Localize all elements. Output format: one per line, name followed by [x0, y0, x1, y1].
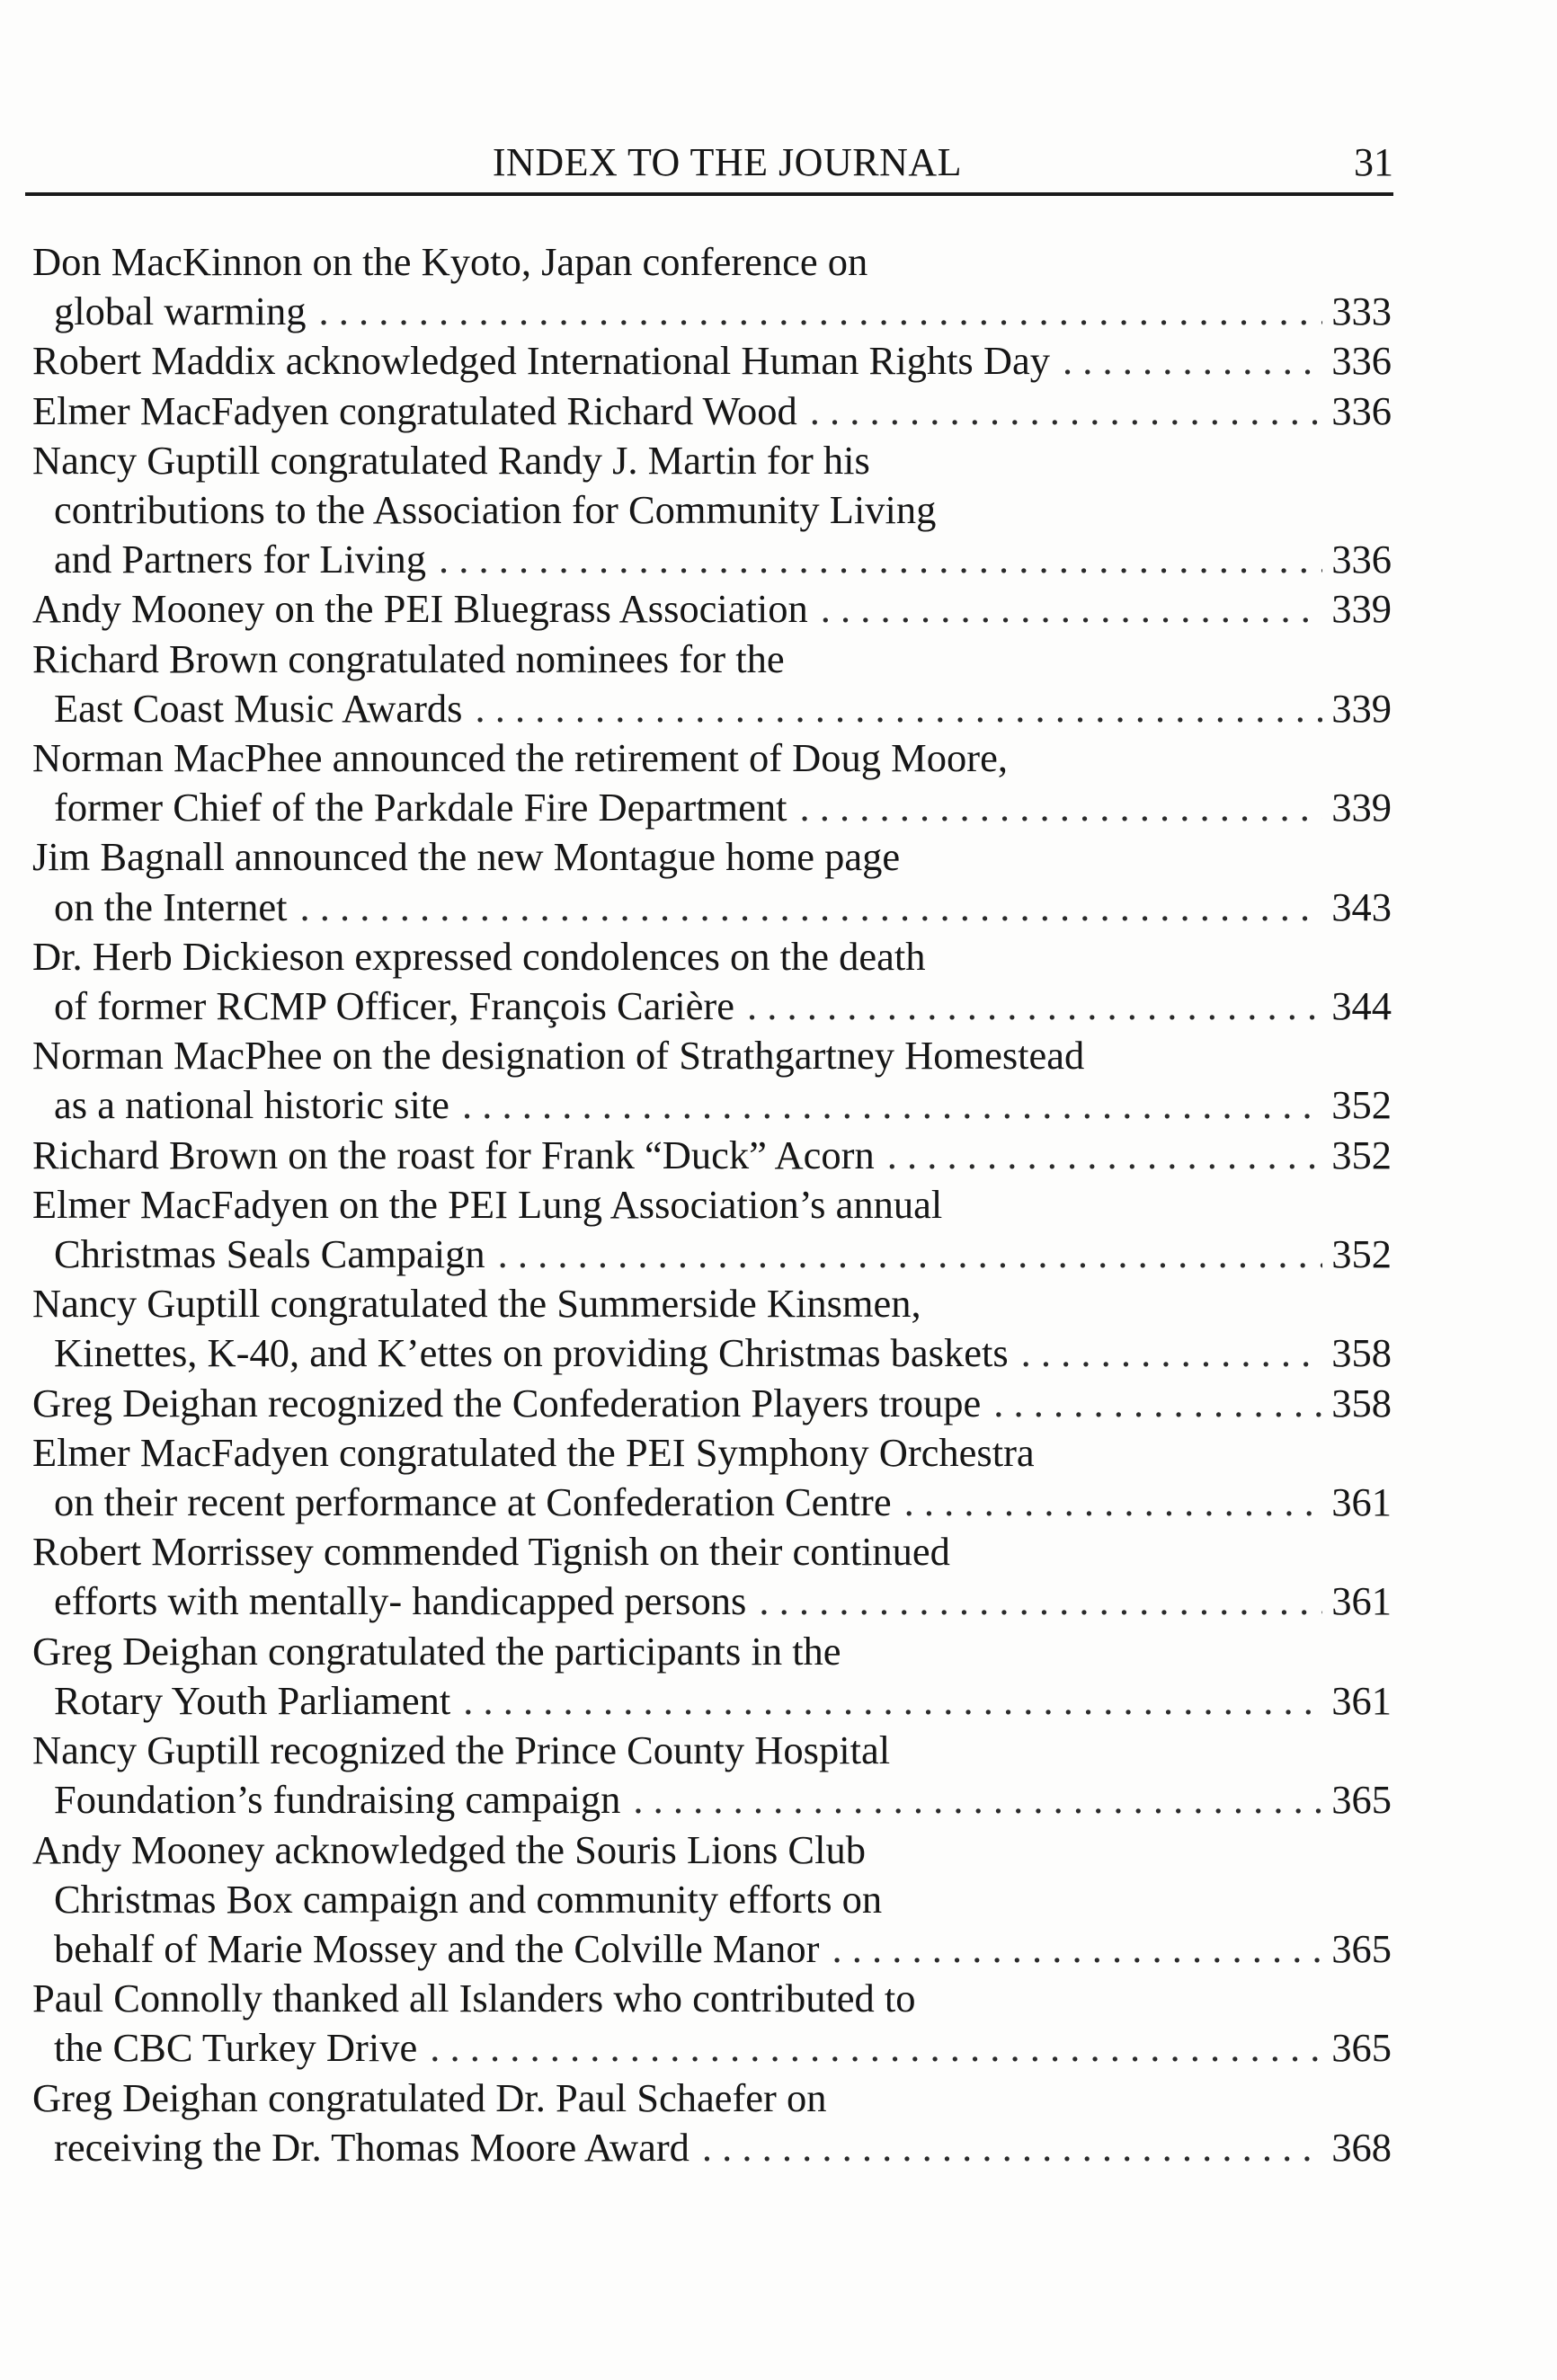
- page-header: [27, 135, 1393, 191]
- entry-text-line: of former RCMP Officer, François Carière: [54, 983, 734, 1029]
- entry-text-line: Greg Deighan recognized the Confederation Players troupe: [32, 1380, 982, 1425]
- entry-text-line: Elmer MacFadyen congratulated Richard Wood: [32, 387, 797, 433]
- dot-leader: [993, 1379, 1322, 1428]
- entry-text-line: on the Internet: [54, 884, 288, 929]
- index-entry: [32, 1131, 1392, 1180]
- entry-final-line: [32, 1379, 1392, 1428]
- dot-leader: [832, 1924, 1322, 1974]
- index-entry: [32, 1527, 1392, 1626]
- index-entry: [32, 1726, 1392, 1825]
- dot-leader: [498, 1230, 1323, 1279]
- index-entry: [32, 1974, 1392, 2073]
- dot-leader: [759, 1576, 1322, 1626]
- entry-text-line: and Partners for Living: [54, 537, 426, 582]
- entry-text-line: East Coast Music Awards: [54, 685, 463, 731]
- entry-final-line: [32, 584, 1392, 634]
- entry-text-line: the CBC Turkey Drive: [54, 2025, 418, 2071]
- entry-text-line: Foundation’s fundraising campaign: [54, 1777, 621, 1823]
- dot-leader: [1021, 1328, 1323, 1378]
- entry-final-line: [32, 1478, 1392, 1527]
- entry-text-line: Greg Deighan congratulated Dr. Paul Schaefer on: [32, 2074, 827, 2120]
- index-entry: [32, 635, 1392, 733]
- entry-text-line: efforts with mentally- handicapped persons: [54, 1578, 747, 1624]
- entry-page-number: 339: [1331, 785, 1392, 830]
- dot-leader: [475, 684, 1322, 733]
- dot-leader: [800, 783, 1323, 832]
- entry-text-line: Robert Maddix acknowledged International Human Rights Day: [32, 338, 1051, 384]
- index-entry: [32, 1279, 1392, 1378]
- entry-page-number: 339: [1331, 586, 1392, 632]
- index-entry: [32, 1428, 1392, 1527]
- page-number: 31: [1354, 140, 1393, 184]
- index-entry: [32, 1379, 1392, 1428]
- entry-text-line: as a national historic site: [54, 1082, 449, 1128]
- dot-leader: [462, 1080, 1322, 1130]
- dot-leader: [887, 1131, 1323, 1180]
- index-entry: [32, 436, 1392, 585]
- entry-final-line: [32, 2023, 1392, 2073]
- entry-text-line: Greg Deighan congratulated the participants in the: [32, 1628, 841, 1674]
- entry-final-line: [32, 684, 1392, 733]
- entry-text-line: Elmer MacFadyen on the PEI Lung Association’s annual: [32, 1181, 943, 1227]
- entry-text-line: Andy Mooney acknowledged the Souris Lions Club: [32, 1826, 866, 1872]
- entry-final-line: [32, 783, 1392, 832]
- dot-leader: [821, 584, 1323, 634]
- entry-final-line: [32, 386, 1392, 436]
- entry-text-line: receiving the Dr. Thomas Moore Award: [54, 2124, 690, 2170]
- entry-final-line: [32, 883, 1392, 932]
- index-entry: [32, 584, 1392, 634]
- entry-text-line: Norman MacPhee on the designation of Strathgartney Homestead: [32, 1033, 1085, 1079]
- index-entry: [32, 336, 1392, 386]
- entry-text-line: Elmer MacFadyen congratulated the PEI Symphony Orchestra: [32, 1429, 1035, 1475]
- entry-final-line: [32, 535, 1392, 584]
- entry-page-number: 361: [1331, 1677, 1392, 1723]
- index-entry-list: [32, 237, 1392, 2172]
- entry-text-line: contributions to the Association for Community Living: [54, 487, 937, 533]
- entry-page-number: 352: [1331, 1082, 1392, 1128]
- entry-text-line: global warming: [54, 289, 307, 334]
- index-entry: [32, 1180, 1392, 1279]
- entry-text-line: Dr. Herb Dickieson expressed condolences on the death: [32, 933, 926, 979]
- entry-text-line: Don MacKinnon on the Kyoto, Japan conference on: [32, 239, 868, 284]
- entry-text-line: Christmas Seals Campaign: [54, 1231, 485, 1277]
- dot-leader: [439, 535, 1322, 584]
- entry-page-number: 339: [1331, 685, 1392, 731]
- entry-final-line: [32, 1230, 1392, 1279]
- index-entry: [32, 832, 1392, 931]
- entry-page-number: 352: [1331, 1132, 1392, 1177]
- entry-page-number: 344: [1331, 983, 1392, 1029]
- dot-leader: [810, 386, 1323, 436]
- entry-page-number: 368: [1331, 2124, 1392, 2170]
- entry-text-line: Jim Bagnall announced the new Montague home page: [32, 834, 901, 880]
- index-entry: [32, 1825, 1392, 1975]
- running-title: INDEX TO THE JOURNAL: [492, 140, 962, 184]
- entry-text-line: former Chief of the Parkdale Fire Department: [54, 785, 787, 830]
- entry-text-line: Robert Morrissey commended Tignish on their continued: [32, 1529, 950, 1575]
- dot-leader: [904, 1478, 1323, 1527]
- entry-text-line: Kinettes, K-40, and K’ettes on providing Christmas baskets: [54, 1330, 1009, 1376]
- dot-leader: [633, 1775, 1322, 1825]
- dot-leader: [1063, 336, 1322, 386]
- entry-text-line: Christmas Box campaign and community efforts on: [54, 1876, 883, 1922]
- entry-page-number: 358: [1331, 1380, 1392, 1425]
- entry-page-number: 333: [1331, 289, 1392, 334]
- dot-leader: [299, 883, 1322, 932]
- entry-page-number: 365: [1331, 1925, 1392, 1971]
- entry-page-number: 336: [1331, 537, 1392, 582]
- entry-page-number: 343: [1331, 884, 1392, 929]
- dot-leader: [319, 287, 1323, 336]
- entry-page-number: 361: [1331, 1479, 1392, 1525]
- entry-text-line: Richard Brown congratulated nominees for the: [32, 635, 785, 681]
- entry-text-line: behalf of Marie Mossey and the Colville Manor: [54, 1925, 820, 1971]
- entry-page-number: 365: [1331, 1777, 1392, 1823]
- entry-final-line: [32, 1775, 1392, 1825]
- header-rule: [25, 192, 1393, 196]
- entry-final-line: [32, 1328, 1392, 1378]
- entry-text-line: Andy Mooney on the PEI Bluegrass Association: [32, 586, 808, 632]
- entry-text-line: Nancy Guptill congratulated Randy J. Martin for his: [32, 437, 870, 483]
- entry-final-line: [32, 2123, 1392, 2172]
- entry-page-number: 336: [1331, 387, 1392, 433]
- entry-final-line: [32, 1924, 1392, 1974]
- entry-final-line: [32, 287, 1392, 336]
- entry-final-line: [32, 981, 1392, 1031]
- entry-page-number: 352: [1331, 1231, 1392, 1277]
- index-entry: [32, 1627, 1392, 1726]
- index-entry: [32, 386, 1392, 436]
- entry-text-line: Paul Connolly thanked all Islanders who contributed to: [32, 1976, 916, 2021]
- entry-text-line: on their recent performance at Confederation Centre: [54, 1479, 892, 1525]
- entry-text-line: Richard Brown on the roast for Frank “Duck” Acorn: [32, 1132, 875, 1177]
- entry-final-line: [32, 336, 1392, 386]
- dot-leader: [463, 1676, 1322, 1726]
- dot-leader: [747, 981, 1322, 1031]
- entry-text-line: Rotary Youth Parliament: [54, 1677, 451, 1723]
- entry-text-line: Nancy Guptill congratulated the Summerside Kinsmen,: [32, 1281, 921, 1327]
- entry-page-number: 361: [1331, 1578, 1392, 1624]
- entry-page-number: 365: [1331, 2025, 1392, 2071]
- index-entry: [32, 932, 1392, 1031]
- index-entry: [32, 237, 1392, 336]
- index-entry: [32, 733, 1392, 832]
- entry-final-line: [32, 1576, 1392, 1626]
- entry-final-line: [32, 1131, 1392, 1180]
- index-entry: [32, 1031, 1392, 1130]
- dot-leader: [702, 2123, 1322, 2172]
- index-entry: [32, 2074, 1392, 2172]
- dot-leader: [430, 2023, 1322, 2073]
- entry-final-line: [32, 1080, 1392, 1130]
- entry-page-number: 336: [1331, 338, 1392, 384]
- entry-text-line: Nancy Guptill recognized the Prince County Hospital: [32, 1727, 891, 1773]
- entry-page-number: 358: [1331, 1330, 1392, 1376]
- entry-text-line: Norman MacPhee announced the retirement of Doug Moore,: [32, 735, 1008, 781]
- entry-final-line: [32, 1676, 1392, 1726]
